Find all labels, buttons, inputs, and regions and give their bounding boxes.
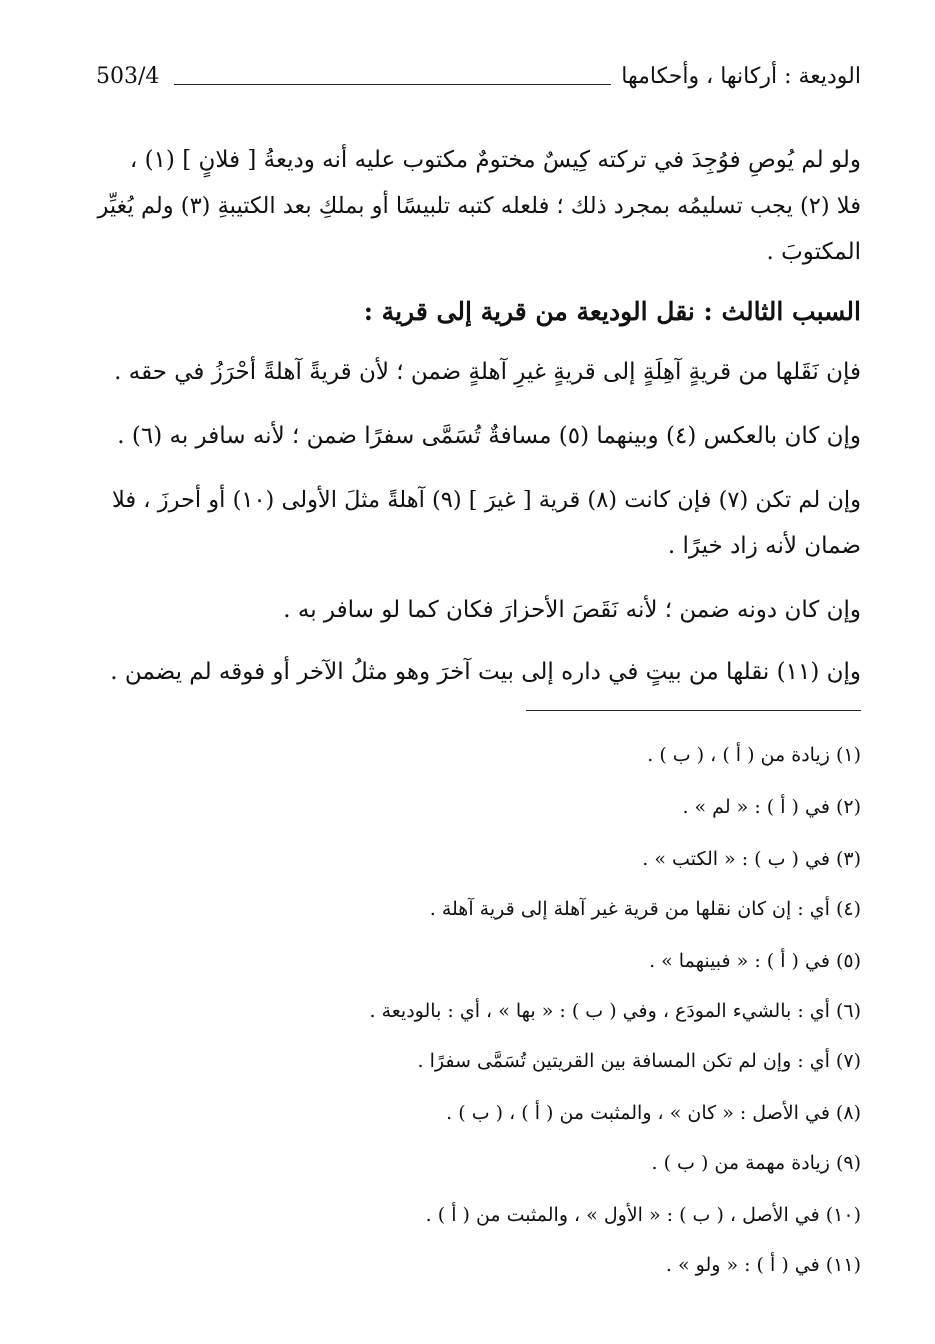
- text-line: المكتوبَ .: [766, 239, 861, 265]
- footnote: (٨) في الأصل : « كان » ، والمثبت من ( أ ) ، ( ب ) .: [446, 1102, 861, 1124]
- footnote: (١٠) في الأصل ، ( ب ) : « الأول » ، والمثبت من ( أ ) .: [425, 1204, 861, 1226]
- text-line: وإن (١١) نقلها من بيتٍ في داره إلى بيت آخرَ وهو مثلُ الآخر أو فوقه لم يضمن .: [110, 659, 861, 685]
- page-number: 503/4: [96, 64, 160, 89]
- text-line: وإن كان دونه ضمن ؛ لأنه نَقَصَ الأحزارَ فكان كما لو سافر به .: [283, 597, 861, 623]
- footnote: (٢) في ( أ ) : « لم » .: [682, 796, 861, 818]
- footnote-separator: [526, 710, 861, 711]
- header-title: الوديعة : أركانها ، وأحكامها: [621, 64, 861, 89]
- footnote: (١١) في ( أ ) : « ولو » .: [665, 1254, 861, 1276]
- footnote: (٦) أي : بالشيء المودَع ، وفي ( ب ) : « بها » ، أي : بالوديعة .: [369, 1000, 861, 1022]
- footnote: (٣) في ( ب ) : « الكتب » .: [642, 848, 861, 870]
- text-line: فلا (٢) يجب تسليمُه بمجرد ذلك ؛ فلعله كتبه تلبيسًا أو بملكِ بعد الكتيبةِ (٣) ولم يُغيِّر: [97, 193, 861, 219]
- footnote: (٤) أي : إن كان نقلها من قرية غير آهلة إلى قرية آهلة .: [429, 898, 861, 920]
- footnote: (١) زيادة من ( أ ) ، ( ب ) .: [647, 744, 861, 766]
- text-line: وإن لم تكن (٧) فإن كانت (٨) قرية [ غيرَ ] (٩) آهلةً مثلَ الأولى (١٠) أو أحرزَ ، فلا: [111, 487, 861, 513]
- footnote: (٧) أي : وإن لم تكن المسافة بين القريتين تُسَمَّى سفرًا .: [417, 1050, 861, 1072]
- text-line: فإن نَقَلها من قريةٍ آهِلَةٍ إلى قريةٍ غيرِ آهلةٍ ضمن ؛ لأن قريةً آهلةً أحْرَزُ في حقه .: [114, 359, 861, 385]
- main-text: [96, 134, 861, 714]
- running-header: [96, 62, 861, 98]
- footnote: (٩) زيادة مهمة من ( ب ) .: [651, 1152, 861, 1174]
- text-line: وإن كان بالعكس (٤) وبينهما (٥) مسافةٌ تُسَمَّى سفرًا ضمن ؛ لأنه سافر به (٦) .: [117, 423, 861, 449]
- footnote: (٥) في ( أ ) : « فبينهما » .: [649, 950, 861, 972]
- header-rule: [174, 84, 611, 85]
- section-heading: السبب الثالث : نقل الوديعة من قرية إلى قرية :: [363, 297, 861, 326]
- text-line: ضمان لأنه زاد خيرًا .: [667, 533, 861, 559]
- text-line: ولو لم يُوصِ فوُجِدَ في تركته كِيسٌ مختومٌ مكتوب عليه أنه وديعةُ [ فلانٍ ] (١) ،: [129, 147, 861, 173]
